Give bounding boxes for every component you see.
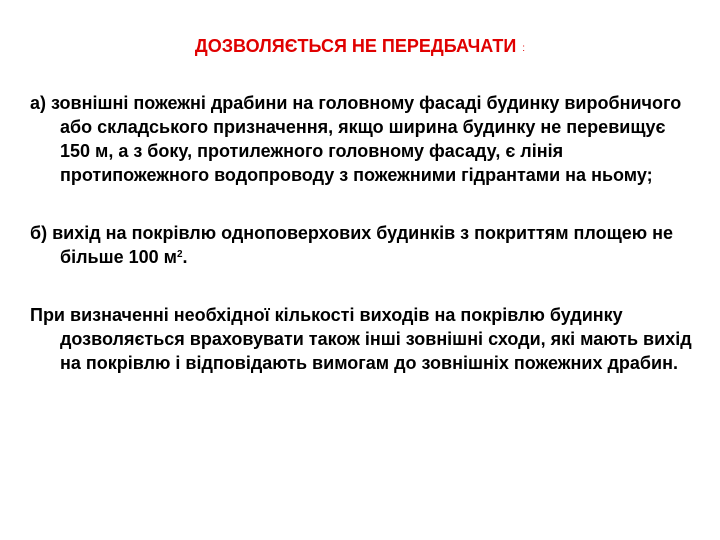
paragraph-b-tail: . [182,247,188,267]
area-unit-superscript: 2 [176,249,183,260]
paragraph-a [30,91,700,187]
slide-title-text: ДОЗВОЛЯЄТЬСЯ НЕ ПЕРЕДБАЧАТИ [194,36,517,56]
slide-title-colon: : [522,43,526,54]
slide-body [30,91,700,375]
paragraph-b [30,221,700,269]
paragraph-note-text: При визначенні необхідної кількості виходів на покрівлю будинку дозволяється враховувати також інші зовнішні сходи, які мають вихід на покрівлю і відповідають вимогам до зовнішніх пожежних драбин. [30,305,692,373]
paragraph-b-text: б) вихід на покрівлю одноповерхових будинків з покриттям площею не більше 100 м [30,223,674,267]
paragraph-a-text: а) зовнішні пожежні драбини на головному фасаді будинку виробничого або складського призначення, якщо ширина будинку не перевищує 150 м, а з боку, протилежного головному фасаду, є лінія протипожежного водопроводу з пожежними гідрантами на ньому; [30,93,682,185]
slide-title [0,36,720,57]
paragraph-note [30,303,700,375]
